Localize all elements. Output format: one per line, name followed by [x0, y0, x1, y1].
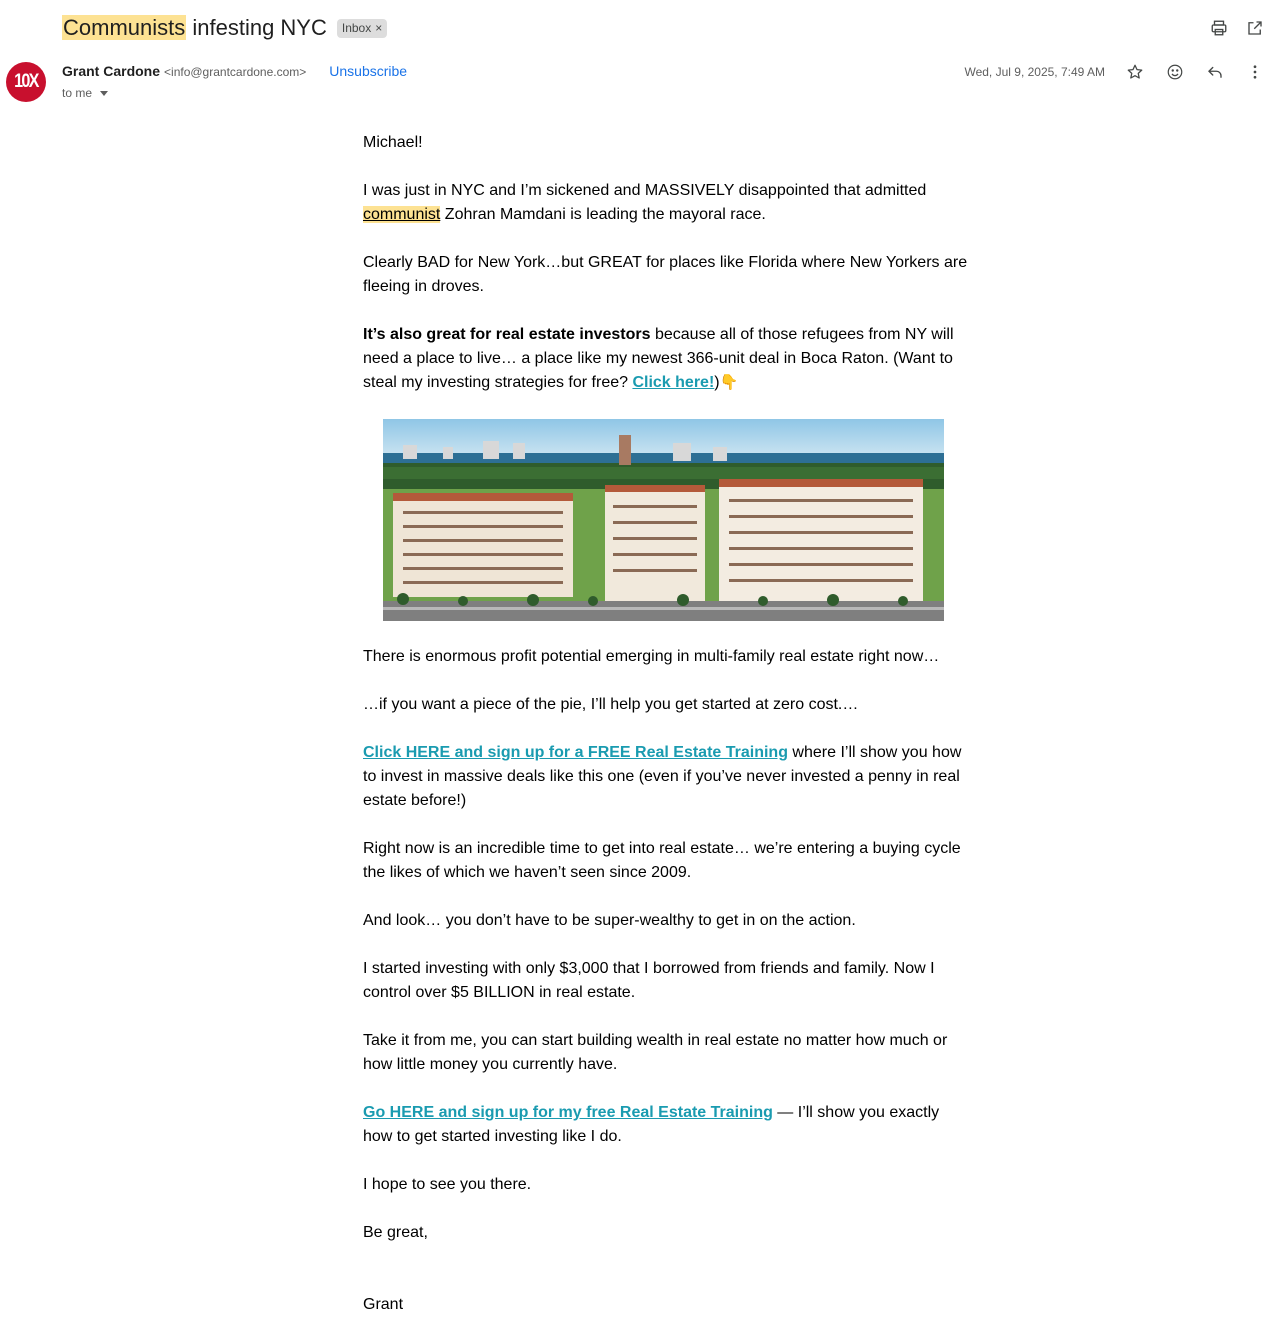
avatar-text: 10X — [14, 71, 38, 92]
paragraph-1 — [363, 179, 968, 227]
message-actions — [1125, 62, 1265, 82]
sender-name[interactable]: Grant Cardone — [62, 63, 161, 79]
paragraph-6 — [363, 741, 968, 813]
inbox-label-text: Inbox — [341, 21, 372, 35]
subject-text: infesting NYC — [186, 15, 327, 40]
free-training-link-2[interactable]: Go HERE and sign up for my free Real Estate Training — [363, 1104, 773, 1121]
email-date: Wed, Jul 9, 2025, 7:49 AM — [964, 65, 1105, 79]
star-icon[interactable] — [1125, 62, 1145, 82]
sign-off: Be great, — [363, 1224, 428, 1241]
email-body — [363, 131, 968, 1341]
search-highlight: communist — [363, 206, 441, 223]
top-toolbar — [1209, 18, 1265, 38]
subject-row — [62, 12, 387, 44]
more-vert-icon[interactable] — [1245, 62, 1265, 82]
open-in-new-icon[interactable] — [1245, 18, 1265, 38]
avatar[interactable] — [6, 62, 46, 102]
remove-label-icon[interactable]: × — [375, 21, 383, 35]
paragraph-4: There is enormous profit potential emerging in multi-family real estate right now… — [363, 648, 940, 665]
inbox-label-badge[interactable] — [337, 19, 387, 38]
paragraph-7: Right now is an incredible time to get into real estate… we’re entering a buying cycle the likes of which we haven’t seen since 2009. — [363, 840, 961, 881]
paragraph-3-text-a: because all of those refugees from NY will need a place to live… a place like my newest 366-unit deal in Boca Raton. (Want to steal my investing strategies for free? — [363, 326, 954, 391]
greeting: Michael! — [363, 134, 423, 151]
paragraph-9: I started investing with only $3,000 that I borrowed from friends and family. Now I control over $5 BILLION in real estate. — [363, 960, 935, 1001]
paragraph-10: Take it from me, you can start building wealth in real estate no matter how much or how little money you currently have. — [363, 1032, 948, 1073]
paragraph-11 — [363, 1101, 968, 1149]
paragraph-11-text: — I’ll show you exactly how to get started investing like I do. — [363, 1104, 940, 1145]
reply-icon[interactable] — [1205, 62, 1225, 82]
click-here-link[interactable]: Click here! — [632, 374, 715, 391]
print-icon[interactable] — [1209, 18, 1229, 38]
paragraph-1-text-a: I was just in NYC and I’m sickened and MASSIVELY disappointed that admitted — [363, 182, 927, 199]
property-rendering-image[interactable] — [383, 419, 944, 621]
sender-email: <info@grantcardone.com> — [164, 65, 307, 79]
chevron-down-icon — [100, 91, 108, 96]
sender-row — [62, 63, 407, 79]
pointing-down-emoji: 👇 — [719, 374, 739, 391]
paragraph-5: …if you want a piece of the pie, I’ll help you get started at zero cost.… — [363, 696, 859, 713]
signature: Grant — [363, 1296, 404, 1313]
recipient-label: to me — [62, 86, 93, 100]
emoji-icon[interactable] — [1165, 62, 1185, 82]
paragraph-1-text-b: Zohran Mamdani is leading the mayoral race. — [440, 206, 766, 223]
unsubscribe-link[interactable]: Unsubscribe — [329, 63, 408, 79]
email-subject — [62, 15, 327, 41]
paragraph-2: Clearly BAD for New York…but GREAT for places like Florida where New Yorkers are fleeing in droves. — [363, 254, 968, 295]
subject-highlight: Communists — [63, 15, 186, 40]
paragraph-3-text-b: ) — [714, 374, 720, 391]
paragraph-6-text: where I’ll show you how to invest in massive deals like this one (even if you’ve never invested a penny in real estate before!) — [363, 744, 962, 809]
paragraph-8: And look… you don’t have to be super-wealthy to get in on the action. — [363, 912, 856, 929]
recipient-details-toggle[interactable] — [62, 86, 108, 100]
paragraph-3-bold: It’s also great for real estate investors — [363, 326, 651, 343]
free-training-link[interactable]: Click HERE and sign up for a FREE Real Estate Training — [363, 744, 788, 761]
paragraph-3 — [363, 323, 968, 395]
paragraph-12: I hope to see you there. — [363, 1176, 532, 1193]
